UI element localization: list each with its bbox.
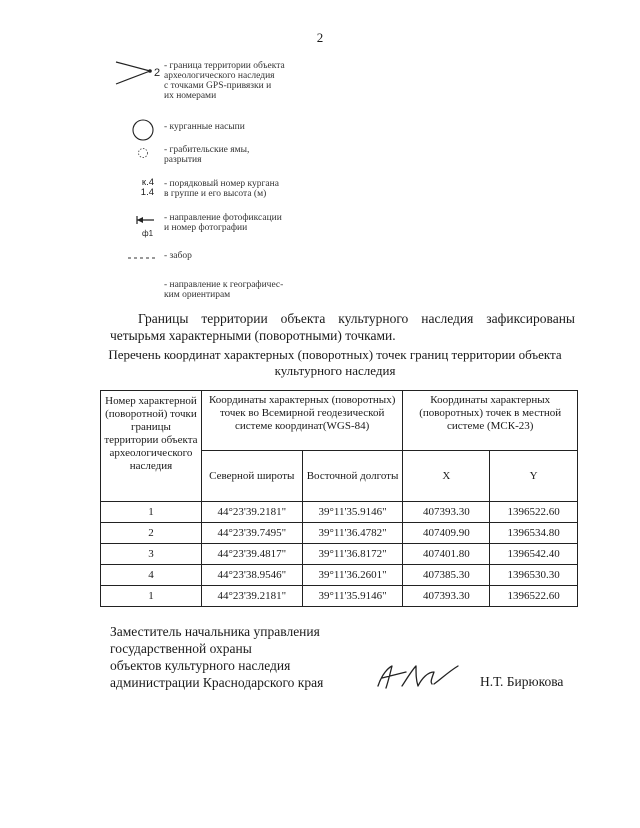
legend-item-photo xyxy=(100,212,340,252)
table-cell: 39°11'35.9146" xyxy=(302,502,403,523)
legend-text: - направление фотофиксации и номер фотографии xyxy=(164,213,282,233)
table-title: Перечень координат характерных (поворотных) точек границ территории объекта культурного наследия xyxy=(108,347,562,378)
x-header: X xyxy=(403,451,490,502)
table-row xyxy=(101,544,578,565)
y-header: Y xyxy=(490,451,578,502)
table-cell: 44°23'38.9546" xyxy=(201,565,302,586)
wgs84-header: Координаты характерных (поворотных) точек во Всемирной геодезической системе координат(WGS-84) xyxy=(201,391,403,451)
north-latitude-header: Северной широты xyxy=(201,451,302,502)
table-cell: 1396522.60 xyxy=(490,502,578,523)
handwritten-signature xyxy=(372,660,464,692)
signatory-name: Н.Т. Бирюкова xyxy=(480,674,564,689)
table-cell: 407409.90 xyxy=(403,523,490,544)
table-cell: 44°23'39.2181" xyxy=(201,586,302,607)
table-cell: 39°11'36.8172" xyxy=(302,544,403,565)
table-row xyxy=(101,565,578,586)
photo-direction-arrow-icon xyxy=(100,212,162,252)
legend-item-boundary xyxy=(100,60,340,100)
table-cell: 407393.30 xyxy=(403,586,490,607)
east-longitude-header: Восточной долготы xyxy=(302,451,403,502)
legend-text: - направление к географичес- ким ориентирам xyxy=(164,280,284,300)
table-cell: 44°23'39.2181" xyxy=(201,502,302,523)
signatory-position: Заместитель начальника управления государственной охраны объектов культурного наследия администрации Краснодарского края xyxy=(110,624,324,690)
table-cell: 407401.80 xyxy=(403,544,490,565)
table-cell: 3 xyxy=(101,544,202,565)
photo-number-label: ф1 xyxy=(142,229,154,238)
point-number-header: Номер характерной (поворотной) точки границы территории объекта археологического наследия xyxy=(101,391,202,502)
page-number: 2 xyxy=(316,30,324,45)
table-cell: 1 xyxy=(101,502,202,523)
table-cell: 39°11'36.2601" xyxy=(302,565,403,586)
table-cell: 1396522.60 xyxy=(490,586,578,607)
table-cell: 4 xyxy=(101,565,202,586)
table-row xyxy=(101,586,578,607)
legend-text: - забор xyxy=(164,251,192,261)
legend-text: - порядковый номер кургана в группе и его высота (м) xyxy=(164,179,279,199)
table-cell: 44°23'39.7495" xyxy=(201,523,302,544)
legend-text: - курганные насыпи xyxy=(164,122,245,132)
table-cell: 407393.30 xyxy=(403,502,490,523)
legend-text: - грабительские ямы, разрытия xyxy=(164,145,250,165)
boundary-point-label: 2 xyxy=(154,67,161,79)
coordinates-table xyxy=(100,390,578,607)
table-cell: 407385.30 xyxy=(403,565,490,586)
boundary-gps-point-icon xyxy=(100,60,162,100)
boundary-paragraph: Границы территории объекта культурного наследия зафиксированы четырьмя характерными (поворотными) точками. xyxy=(110,311,575,343)
table-cell: 1396542.40 xyxy=(490,544,578,565)
table-cell: 44°23'39.4817" xyxy=(201,544,302,565)
table-cell: 1 xyxy=(101,586,202,607)
table-cell: 2 xyxy=(101,523,202,544)
table-cell: 39°11'36.4782" xyxy=(302,523,403,544)
msk23-header: Координаты характерных (поворотных) точек в местной системе (МСК-23) xyxy=(403,391,578,451)
table-cell: 1396530.30 xyxy=(490,565,578,586)
table-row xyxy=(101,523,578,544)
table-cell: 39°11'35.9146" xyxy=(302,586,403,607)
table-cell: 1396534.80 xyxy=(490,523,578,544)
table-header-row xyxy=(101,391,578,451)
mound-number-icon: к.4 1.4 xyxy=(140,177,154,198)
legend-text: - граница территории объекта археологического наследия с точками GPS-привязки и их номерами xyxy=(164,61,285,101)
table-row xyxy=(101,502,578,523)
